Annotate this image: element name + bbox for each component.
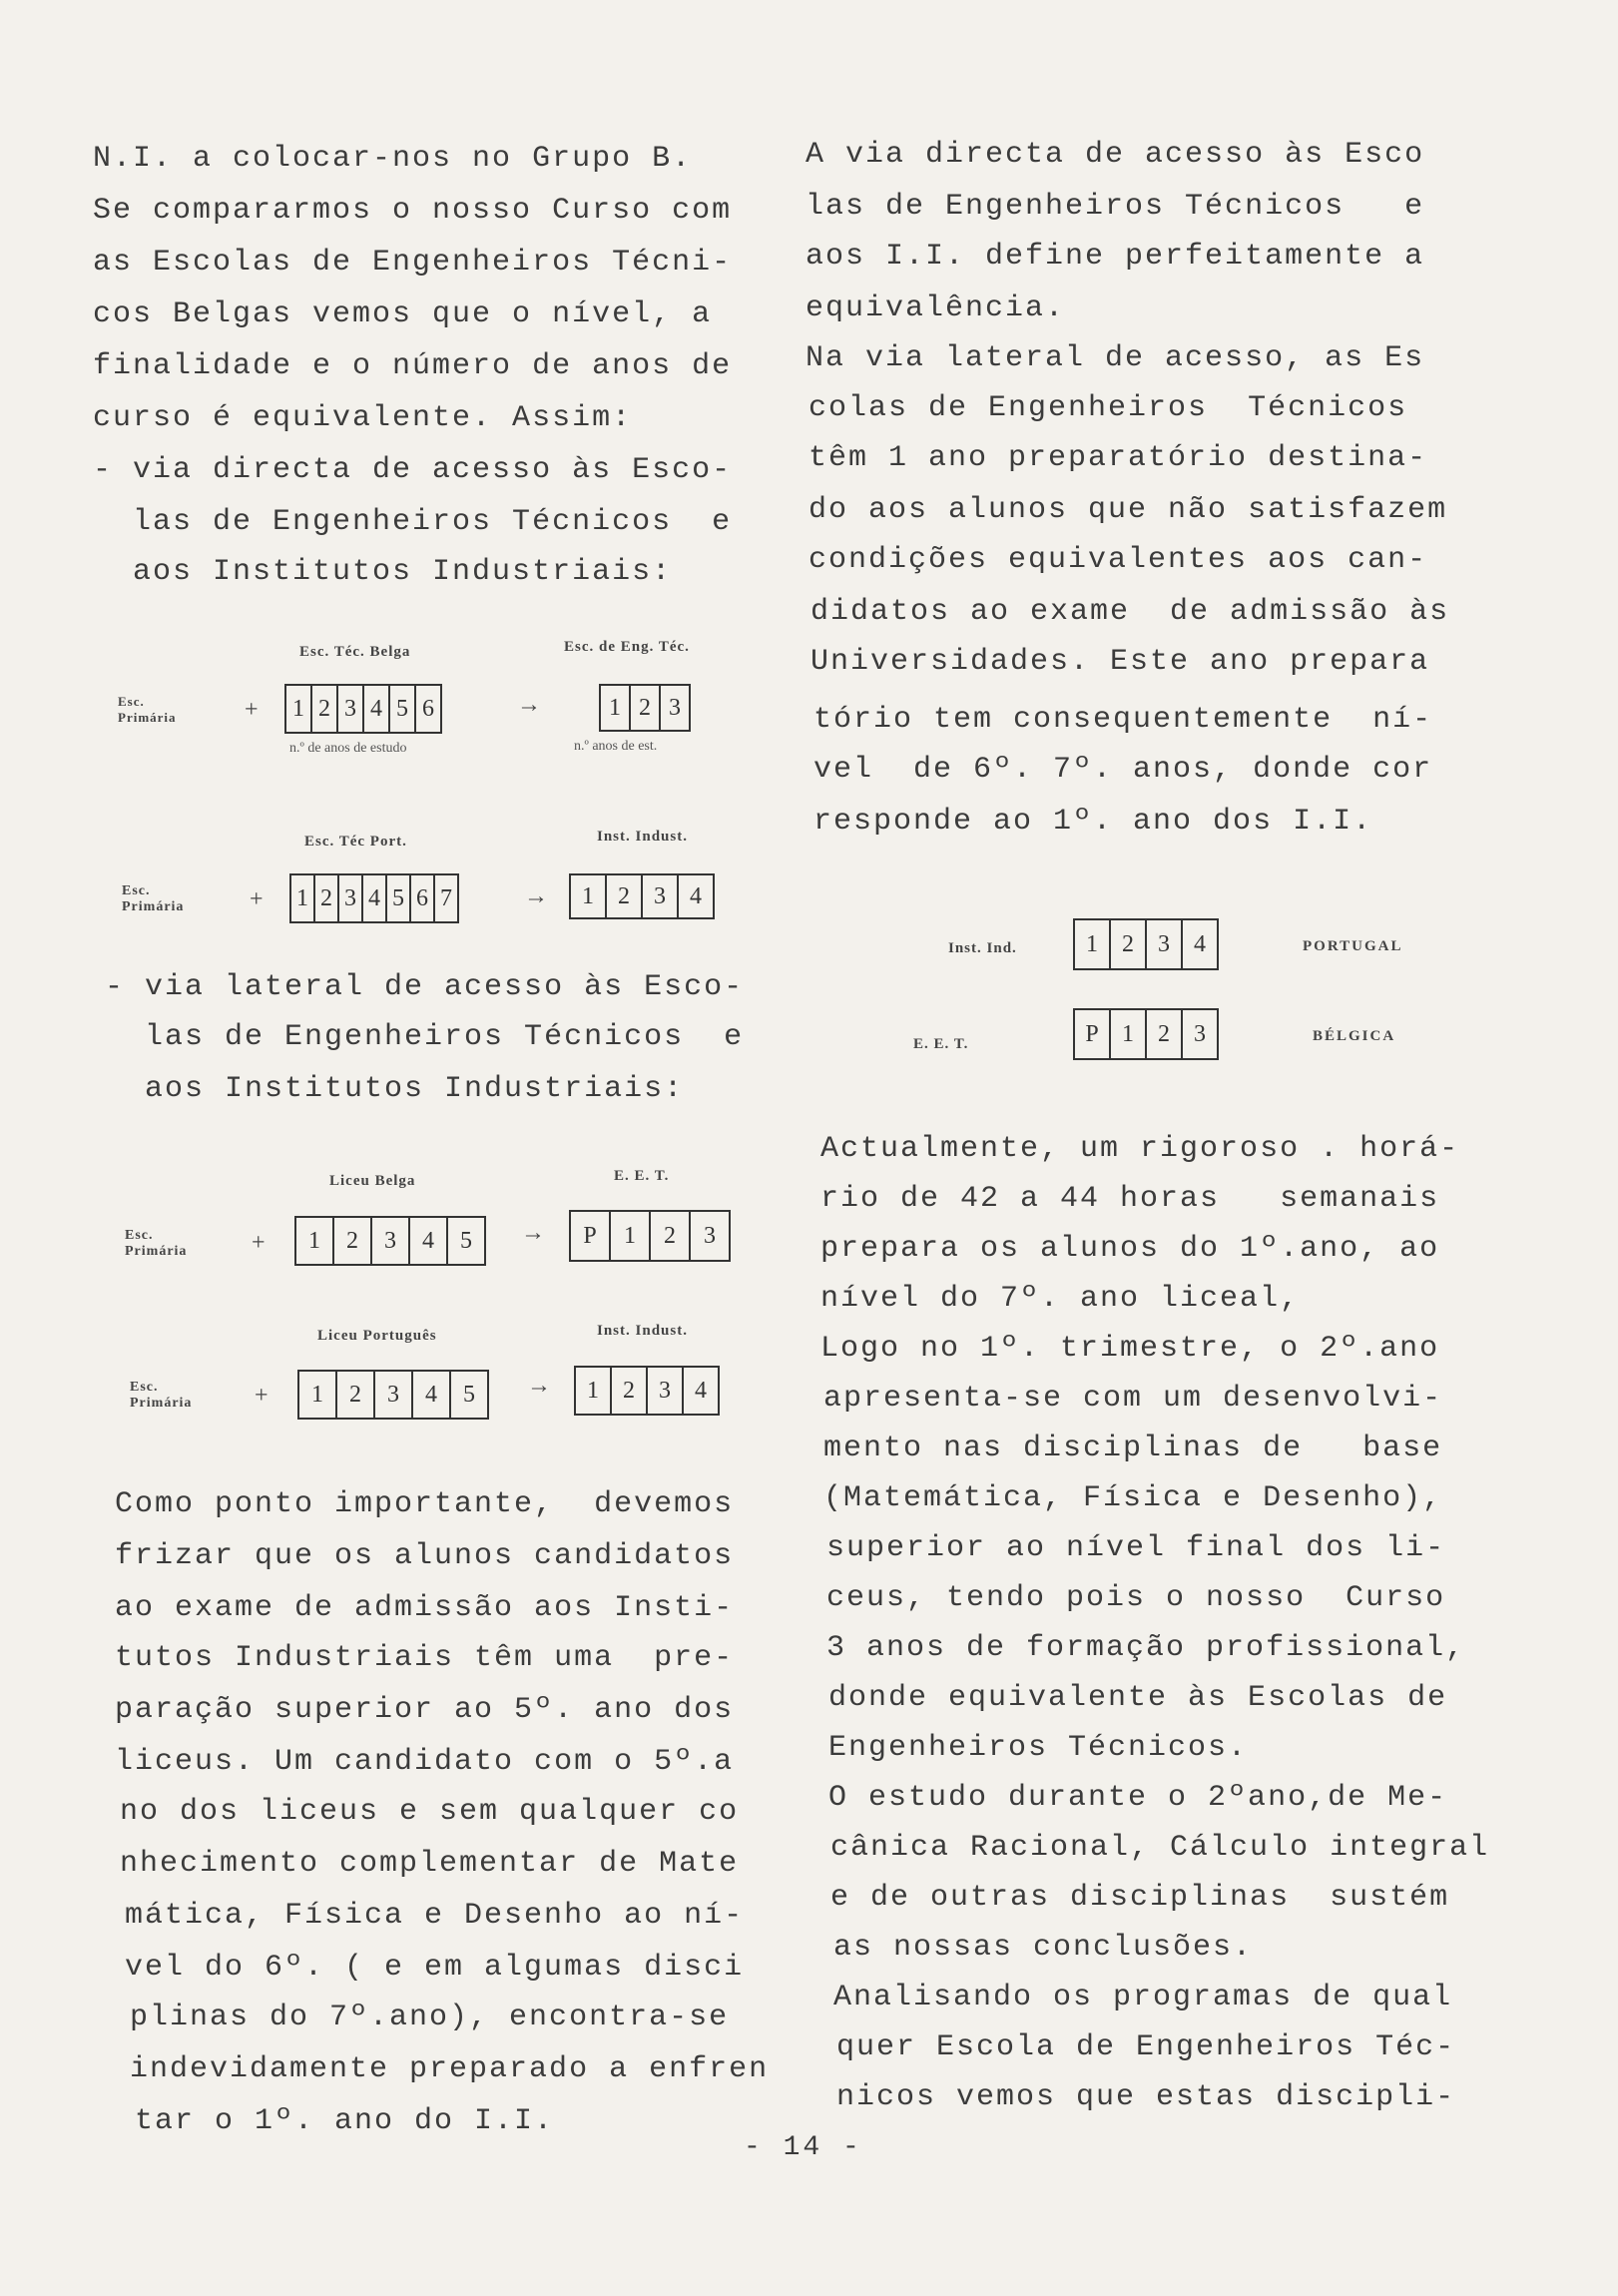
year-cell: 1 [574, 1368, 610, 1414]
year-cell: 7 [433, 875, 459, 921]
year-cell: 5 [385, 875, 409, 921]
text-line: las de Engenheiros Técnicos e [105, 1020, 745, 1054]
year-cell: 1 [1073, 920, 1109, 968]
year-boxes [289, 873, 459, 923]
year-cell: 1 [297, 1372, 335, 1418]
year-cell: 3 [659, 686, 691, 730]
text-line: cos Belgas vemos que o nível, a [93, 297, 713, 331]
year-boxes [1073, 1008, 1219, 1060]
text-line: apresenta-se com um desenvolvi- [823, 1382, 1443, 1416]
diagram-title: Inst. Indust. [597, 829, 688, 845]
diagram-side-label: Inst. Ind. [948, 940, 1017, 956]
text-line: aos Institutos Industriais: [93, 555, 673, 589]
year-cell: 2 [313, 875, 337, 921]
text-line: Na via lateral de acesso, as Es [806, 341, 1425, 375]
year-cell: 5 [449, 1372, 489, 1418]
text-line: didatos ao exame de admissão às [810, 595, 1450, 629]
year-boxes [574, 1366, 720, 1416]
text-line: colas de Engenheiros Técnicos [809, 391, 1408, 425]
text-line: tório tem consequentemente ní- [813, 703, 1433, 737]
text-line: plinas do 7º.ano), encontra-se [130, 2001, 730, 2034]
arrow-right: → [527, 1373, 551, 1399]
year-cell: 2 [649, 1212, 689, 1260]
text-line: condições equivalentes aos can- [809, 543, 1428, 577]
text-line: frizar que os alunos candidatos [115, 1539, 735, 1573]
text-line: Engenheiros Técnicos. [828, 1731, 1249, 1765]
text-line: aos Institutos Industriais: [105, 1072, 685, 1106]
year-cell: 4 [362, 686, 388, 732]
year-cell: 2 [610, 1368, 646, 1414]
year-cell: 5 [446, 1218, 486, 1264]
year-cell: 5 [388, 686, 414, 732]
page-number: - 14 - [744, 2132, 862, 2163]
plus-sign: + [250, 886, 264, 912]
arrow-right: → [521, 1220, 545, 1246]
year-boxes [1073, 918, 1219, 970]
diagram-caption: n.º de anos de estudo [289, 741, 407, 756]
year-cell: 4 [361, 875, 385, 921]
country-label: BÉLGICA [1313, 1028, 1396, 1044]
plus-sign: + [245, 697, 259, 723]
diagram-side-label: Esc. Primária [130, 1380, 193, 1411]
year-cell: 2 [335, 1372, 373, 1418]
year-cell: 4 [411, 1372, 449, 1418]
diagram-title: Esc. de Eng. Téc. [564, 639, 690, 655]
text-line: - via lateral de acesso às Esco- [105, 970, 745, 1004]
text-line: vel do 6º. ( e em algumas disci [125, 1951, 745, 1985]
text-line: nicos vemos que estas discipli- [836, 2080, 1456, 2114]
year-cell: 1 [284, 686, 310, 732]
diagram-caption: n.º anos de est. [574, 739, 658, 754]
country-label: PORTUGAL [1303, 938, 1403, 954]
year-cell: P [1073, 1010, 1109, 1058]
year-cell: 2 [1109, 920, 1145, 968]
year-boxes [569, 873, 715, 919]
diagram-side-label: E. E. T. [913, 1036, 969, 1052]
text-line: nível do 7º. ano liceal, [820, 1282, 1301, 1316]
year-cell: 6 [409, 875, 433, 921]
text-line: Analisando os programas de qual [833, 1981, 1453, 2014]
year-cell: 3 [373, 1372, 411, 1418]
diagram-side-label: Esc. Primária [118, 694, 177, 725]
text-line: curso é equivalente. Assim: [93, 401, 633, 435]
text-line: A via directa de acesso às Esco [806, 138, 1425, 172]
year-boxes [297, 1370, 489, 1420]
text-line: e de outras disciplinas sustém [830, 1881, 1450, 1915]
year-cell: 4 [408, 1218, 446, 1264]
year-cell: 4 [677, 875, 715, 917]
year-cell: 4 [682, 1368, 720, 1414]
diagram-title: Liceu Português [317, 1328, 437, 1344]
text-line: equivalência. [806, 291, 1066, 325]
year-cell: 2 [1145, 1010, 1181, 1058]
text-line: Actualmente, um rigoroso . horá- [820, 1132, 1460, 1166]
text-line: responde ao 1º. ano dos I.I. [813, 805, 1373, 839]
diagram-title: Esc. Téc Port. [304, 834, 407, 850]
text-line: ceus, tendo pois o nosso Curso [826, 1581, 1446, 1615]
text-line: as nossas conclusões. [833, 1931, 1254, 1965]
text-line: mática, Física e Desenho ao ní- [125, 1899, 745, 1933]
text-line: las de Engenheiros Técnicos e [93, 505, 733, 539]
text-line: Universidades. Este ano prepara [810, 645, 1430, 679]
year-cell: 4 [1181, 920, 1219, 968]
text-line: las de Engenheiros Técnicos e [806, 190, 1425, 224]
plus-sign: + [252, 1230, 266, 1256]
text-line: ao exame de admissão aos Insti- [115, 1591, 735, 1625]
year-cell: 2 [332, 1218, 370, 1264]
year-boxes [599, 684, 691, 732]
diagram-title: E. E. T. [614, 1168, 670, 1184]
text-line: superior ao nível final dos li- [826, 1531, 1446, 1565]
text-line: vel de 6º. 7º. anos, donde cor [813, 753, 1433, 787]
text-line: finalidade e o número de anos de [93, 349, 733, 383]
text-line: Se compararmos o nosso Curso com [93, 194, 733, 228]
year-cell: 3 [370, 1218, 408, 1264]
text-line: prepara os alunos do 1º.ano, ao [820, 1232, 1440, 1266]
text-line: (Matemática, Física e Desenho), [823, 1481, 1443, 1515]
text-line: do aos alunos que não satisfazem [809, 493, 1448, 527]
year-cell: 1 [289, 875, 313, 921]
diagram-title: Esc. Téc. Belga [299, 644, 411, 660]
year-boxes [294, 1216, 486, 1266]
year-cell: 3 [1181, 1010, 1219, 1058]
text-line: aos I.I. define perfeitamente a [806, 240, 1425, 274]
year-cell: 1 [294, 1218, 332, 1264]
diagram-title: Liceu Belga [329, 1173, 416, 1189]
diagram-side-label: Esc. Primária [125, 1228, 188, 1259]
arrow-right: → [524, 883, 548, 909]
year-cell: 1 [569, 875, 605, 917]
text-line: quer Escola de Engenheiros Téc- [836, 2030, 1456, 2064]
year-cell: 2 [605, 875, 641, 917]
year-cell: 6 [414, 686, 442, 732]
text-line: cânica Racional, Cálculo integral [830, 1831, 1490, 1865]
text-line: no dos liceus e sem qualquer co [120, 1795, 740, 1829]
text-line: N.I. a colocar-nos no Grupo B. [93, 142, 693, 176]
text-line: nhecimento complementar de Mate [120, 1847, 740, 1881]
text-line: O estudo durante o 2ºano,de Me- [828, 1781, 1448, 1815]
diagram-title: Inst. Indust. [597, 1323, 688, 1339]
year-cell: P [569, 1212, 609, 1260]
text-line: Como ponto importante, devemos [115, 1487, 735, 1521]
year-cell: 1 [609, 1212, 649, 1260]
text-line: mento nas disciplinas de base [823, 1432, 1443, 1465]
year-cell: 2 [629, 686, 659, 730]
year-cell: 3 [337, 875, 361, 921]
text-line: têm 1 ano preparatório destina- [809, 441, 1428, 475]
year-cell: 3 [641, 875, 677, 917]
year-cell: 3 [336, 686, 362, 732]
text-line: liceus. Um candidato com o 5º.a [115, 1745, 735, 1779]
year-cell: 2 [310, 686, 336, 732]
text-line: Logo no 1º. trimestre, o 2º.ano [820, 1332, 1440, 1366]
year-boxes [284, 684, 442, 734]
text-line: rio de 42 a 44 horas semanais [820, 1182, 1440, 1216]
text-line: tutos Industriais têm uma pre- [115, 1641, 735, 1675]
text-line: 3 anos de formação profissional, [826, 1631, 1466, 1665]
text-line: paração superior ao 5º. ano dos [115, 1693, 735, 1727]
year-cell: 3 [646, 1368, 682, 1414]
arrow-right: → [517, 692, 541, 718]
year-cell: 3 [1145, 920, 1181, 968]
text-line: - via directa de acesso às Esco- [93, 453, 733, 487]
text-line: indevidamente preparado a enfren [130, 2052, 770, 2086]
year-cell: 1 [599, 686, 629, 730]
year-boxes [569, 1210, 731, 1262]
text-line: donde equivalente às Escolas de [828, 1681, 1448, 1715]
text-line: tar o 1º. ano do I.I. [135, 2104, 555, 2138]
diagram-side-label: Esc. Primária [122, 883, 185, 914]
year-cell: 3 [689, 1212, 731, 1260]
year-cell: 1 [1109, 1010, 1145, 1058]
text-line: as Escolas de Engenheiros Técni- [93, 246, 733, 280]
plus-sign: + [255, 1383, 269, 1409]
